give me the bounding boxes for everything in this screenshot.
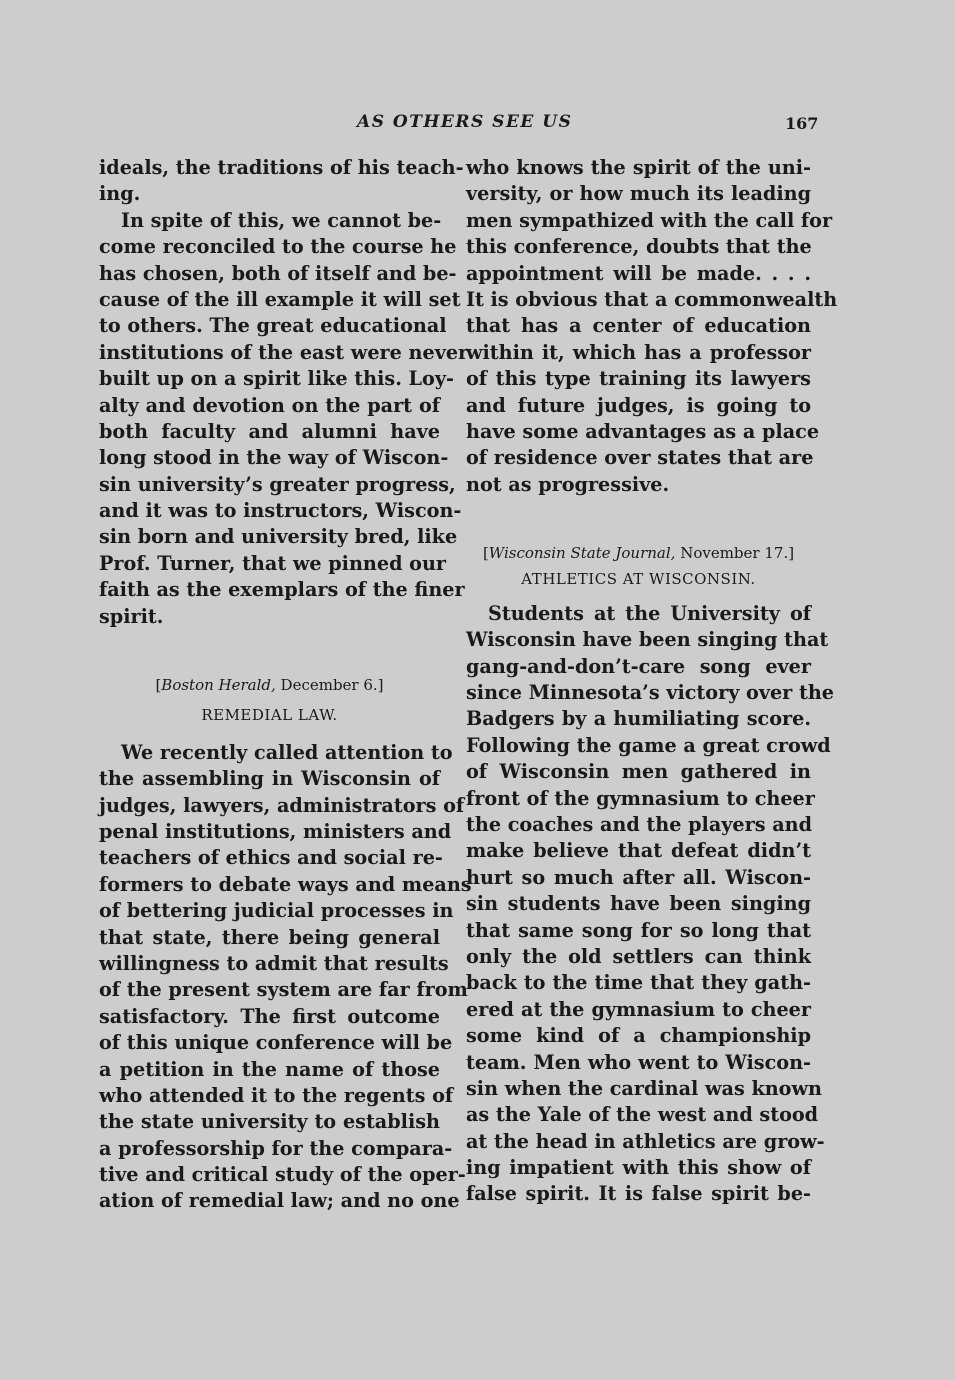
page-number: 167 bbox=[785, 114, 819, 133]
text-line: versity, or how much its leading bbox=[466, 182, 811, 206]
text-line: It is obvious that a commonwealth bbox=[466, 287, 838, 311]
text-line: of this type training its lawyers bbox=[466, 367, 811, 391]
text-line: Students at the University of bbox=[488, 601, 811, 625]
text-line: Badgers by a humiliating score. bbox=[466, 707, 811, 731]
text-line: teachers of ethics and social re- bbox=[99, 846, 443, 870]
text-line: Prof. Turner, that we pinned our bbox=[99, 551, 447, 575]
paragraph bbox=[99, 740, 472, 1215]
text-line: ered at the gymnasium to cheer bbox=[466, 997, 811, 1021]
text-line: both faculty and alumni have bbox=[99, 419, 440, 443]
paragraph bbox=[99, 208, 469, 630]
text-line: appointment will be made. . . . bbox=[466, 261, 811, 285]
text-line: hurt so much after all. Wiscon- bbox=[466, 865, 811, 889]
text-line: as the Yale of the west and stood bbox=[466, 1103, 819, 1127]
text-line: a professorship for the compara- bbox=[99, 1136, 453, 1160]
text-line: institutions of the east were never bbox=[99, 340, 469, 364]
text-line: sin university’s greater progress, bbox=[99, 472, 456, 496]
text-line: of Wisconsin men gathered in bbox=[466, 760, 811, 784]
text-line: and future judges, is going to bbox=[466, 393, 811, 417]
text-line: of this unique conference will be bbox=[99, 1031, 453, 1055]
text-line: only the old settlers can think bbox=[466, 944, 811, 968]
text-line: long stood in the way of Wiscon- bbox=[99, 446, 449, 470]
text-line: gang-and-don’t-care song ever bbox=[466, 654, 811, 678]
citation-publication: Wisconsin State Journal, bbox=[488, 544, 676, 563]
text-line: of bettering judicial processes in bbox=[99, 899, 454, 923]
text-line: back to the time that they gath- bbox=[466, 971, 811, 995]
running-title: AS OTHERS SEE US bbox=[357, 112, 573, 132]
text-line: men sympathized with the call for bbox=[466, 208, 833, 232]
text-line: penal institutions, ministers and bbox=[99, 819, 452, 843]
text-line: some kind of a championship bbox=[466, 1024, 811, 1048]
text-line: have some advantages as a place bbox=[466, 419, 820, 443]
text-line: team. Men who went to Wiscon- bbox=[466, 1050, 811, 1074]
source-citation: [Boston Herald, December 6.] bbox=[155, 676, 384, 695]
left-column bbox=[99, 155, 472, 1215]
source-citation: [Wisconsin State Journal, November 17.] bbox=[482, 544, 795, 563]
text-line: the assembling in Wisconsin of bbox=[99, 767, 440, 791]
text-line: sin when the cardinal was known bbox=[466, 1076, 822, 1100]
text-line: within it, which has a professor bbox=[466, 340, 811, 364]
citation-publication: Boston Herald, bbox=[161, 676, 276, 695]
text-line: spirit. bbox=[99, 604, 164, 628]
text-line: willingness to admit that results bbox=[99, 951, 449, 975]
text-line: at the head in athletics are grow- bbox=[466, 1129, 825, 1153]
text-line: the coaches and the players and bbox=[466, 812, 813, 836]
text-line: cause of the ill example it will set bbox=[99, 287, 461, 311]
text-line: built up on a spirit like this. Loy- bbox=[99, 367, 454, 391]
text-line: ing. bbox=[99, 182, 141, 206]
text-line: satisfactory. The first outcome bbox=[99, 1004, 440, 1028]
text-line: formers to debate ways and means bbox=[99, 872, 472, 896]
text-line: of residence over states that are bbox=[466, 446, 814, 470]
citation-date: December 6.] bbox=[275, 676, 384, 695]
text-line: that state, there being general bbox=[99, 925, 440, 949]
paragraph bbox=[466, 601, 834, 1208]
text-line: ideals, the traditions of his teach- bbox=[99, 156, 464, 179]
text-line: has chosen, both of itself and be- bbox=[99, 261, 457, 285]
text-line: We recently called attention to bbox=[121, 740, 453, 764]
text-line: sin born and university bred, like bbox=[99, 525, 458, 549]
text-line: alty and devotion on the part of bbox=[99, 393, 440, 417]
text-line: Wisconsin have been singing that bbox=[466, 628, 829, 652]
section-gap bbox=[466, 593, 811, 601]
text-line: to others. The great educational bbox=[99, 314, 447, 338]
text-line: not as progressive. bbox=[466, 472, 670, 496]
text-line: this conference, doubts that the bbox=[466, 235, 812, 259]
text-line: tive and critical study of the oper- bbox=[99, 1163, 466, 1187]
text-line: that has a center of education bbox=[466, 314, 811, 338]
text-line: the state university to establish bbox=[99, 1110, 440, 1134]
text-line: front of the gymnasium to cheer bbox=[466, 786, 815, 810]
text-line: who attended it to the regents of bbox=[99, 1083, 454, 1107]
text-line: faith as the exemplars of the finer bbox=[99, 578, 465, 602]
paragraph bbox=[99, 155, 464, 208]
text-line: ation of remedial law; and no one bbox=[99, 1189, 460, 1213]
text-line: of the present system are far from bbox=[99, 978, 468, 1002]
right-column bbox=[466, 155, 838, 1208]
text-line: and it was to instructors, Wiscon- bbox=[99, 499, 462, 523]
page-header bbox=[0, 112, 955, 138]
section-gap bbox=[99, 630, 440, 672]
text-line: come reconciled to the course he bbox=[99, 235, 457, 259]
article-heading: REMEDIAL LAW. bbox=[201, 706, 338, 725]
text-line: that same song for so long that bbox=[466, 918, 811, 942]
text-line: who knows the spirit of the uni- bbox=[466, 156, 811, 179]
section-gap bbox=[466, 498, 811, 540]
text-line: a petition in the name of those bbox=[99, 1057, 440, 1081]
text-line: sin students have been singing bbox=[466, 892, 811, 916]
text-line: ing impatient with this show of bbox=[466, 1156, 811, 1180]
text-line: since Minnesota’s victory over the bbox=[466, 681, 834, 705]
text-line: make believe that defeat didn’t bbox=[466, 839, 811, 863]
citation-date: November 17.] bbox=[675, 544, 795, 563]
section-gap bbox=[99, 729, 440, 740]
article-heading: ATHLETICS AT WISCONSIN. bbox=[521, 570, 756, 589]
text-line: In spite of this, we cannot be- bbox=[121, 208, 442, 232]
text-line: judges, lawyers, administrators of bbox=[99, 793, 465, 817]
text-line: Following the game a great crowd bbox=[466, 733, 831, 757]
text-line: false spirit. It is false spirit be- bbox=[466, 1182, 811, 1206]
paragraph bbox=[466, 155, 838, 498]
